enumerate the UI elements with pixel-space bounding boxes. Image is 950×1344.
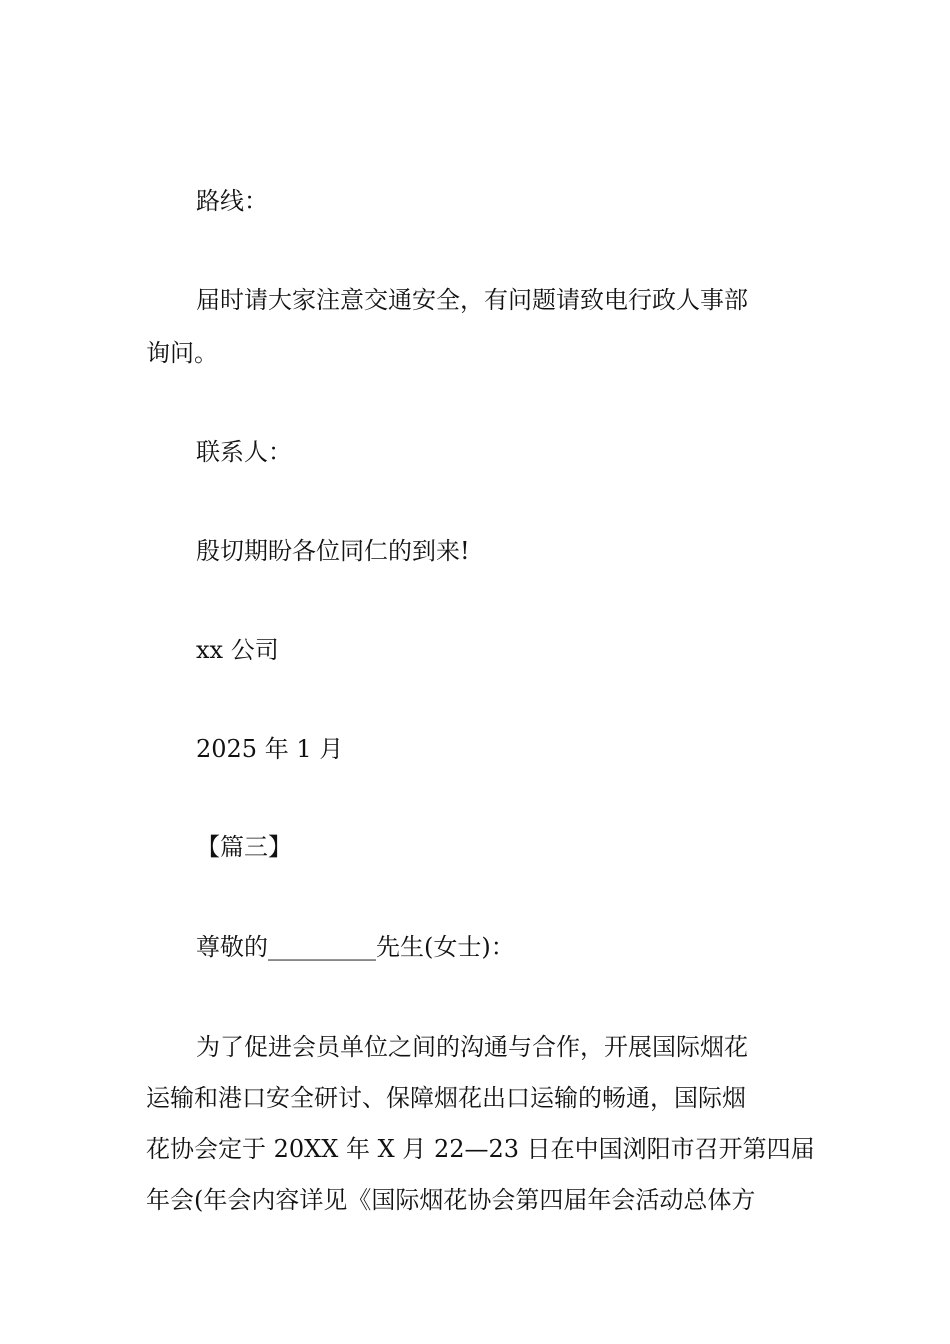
traffic-notice-line-1: 届时请大家注意交通安全，有问题请致电行政人事部 — [196, 286, 748, 314]
traffic-notice-line-2: 询问。 — [146, 339, 218, 367]
body-line-4: 年会(年会内容详见《国际烟花协会第四届年会活动总体方 — [146, 1186, 756, 1214]
body-line-1: 为了促进会员单位之间的沟通与合作，开展国际烟花 — [196, 1033, 748, 1061]
document-date: 2025 年 1 月 — [196, 735, 344, 763]
body-line-2: 运输和港口安全研讨、保障烟花出口运输的畅通，国际烟 — [146, 1084, 746, 1112]
contact-label: 联系人： — [196, 438, 292, 466]
closing-wish: 殷切期盼各位同仁的到来! — [196, 537, 470, 565]
body-line-3: 花协会定于 20XX 年 X 月 22—23 日在中国浏阳市召开第四届 — [146, 1135, 815, 1163]
route-label: 路线： — [196, 187, 268, 215]
company-name: xx 公司 — [196, 636, 279, 664]
salutation: 尊敬的_________先生(女士)： — [196, 933, 515, 961]
section-heading: 【篇三】 — [196, 833, 292, 861]
